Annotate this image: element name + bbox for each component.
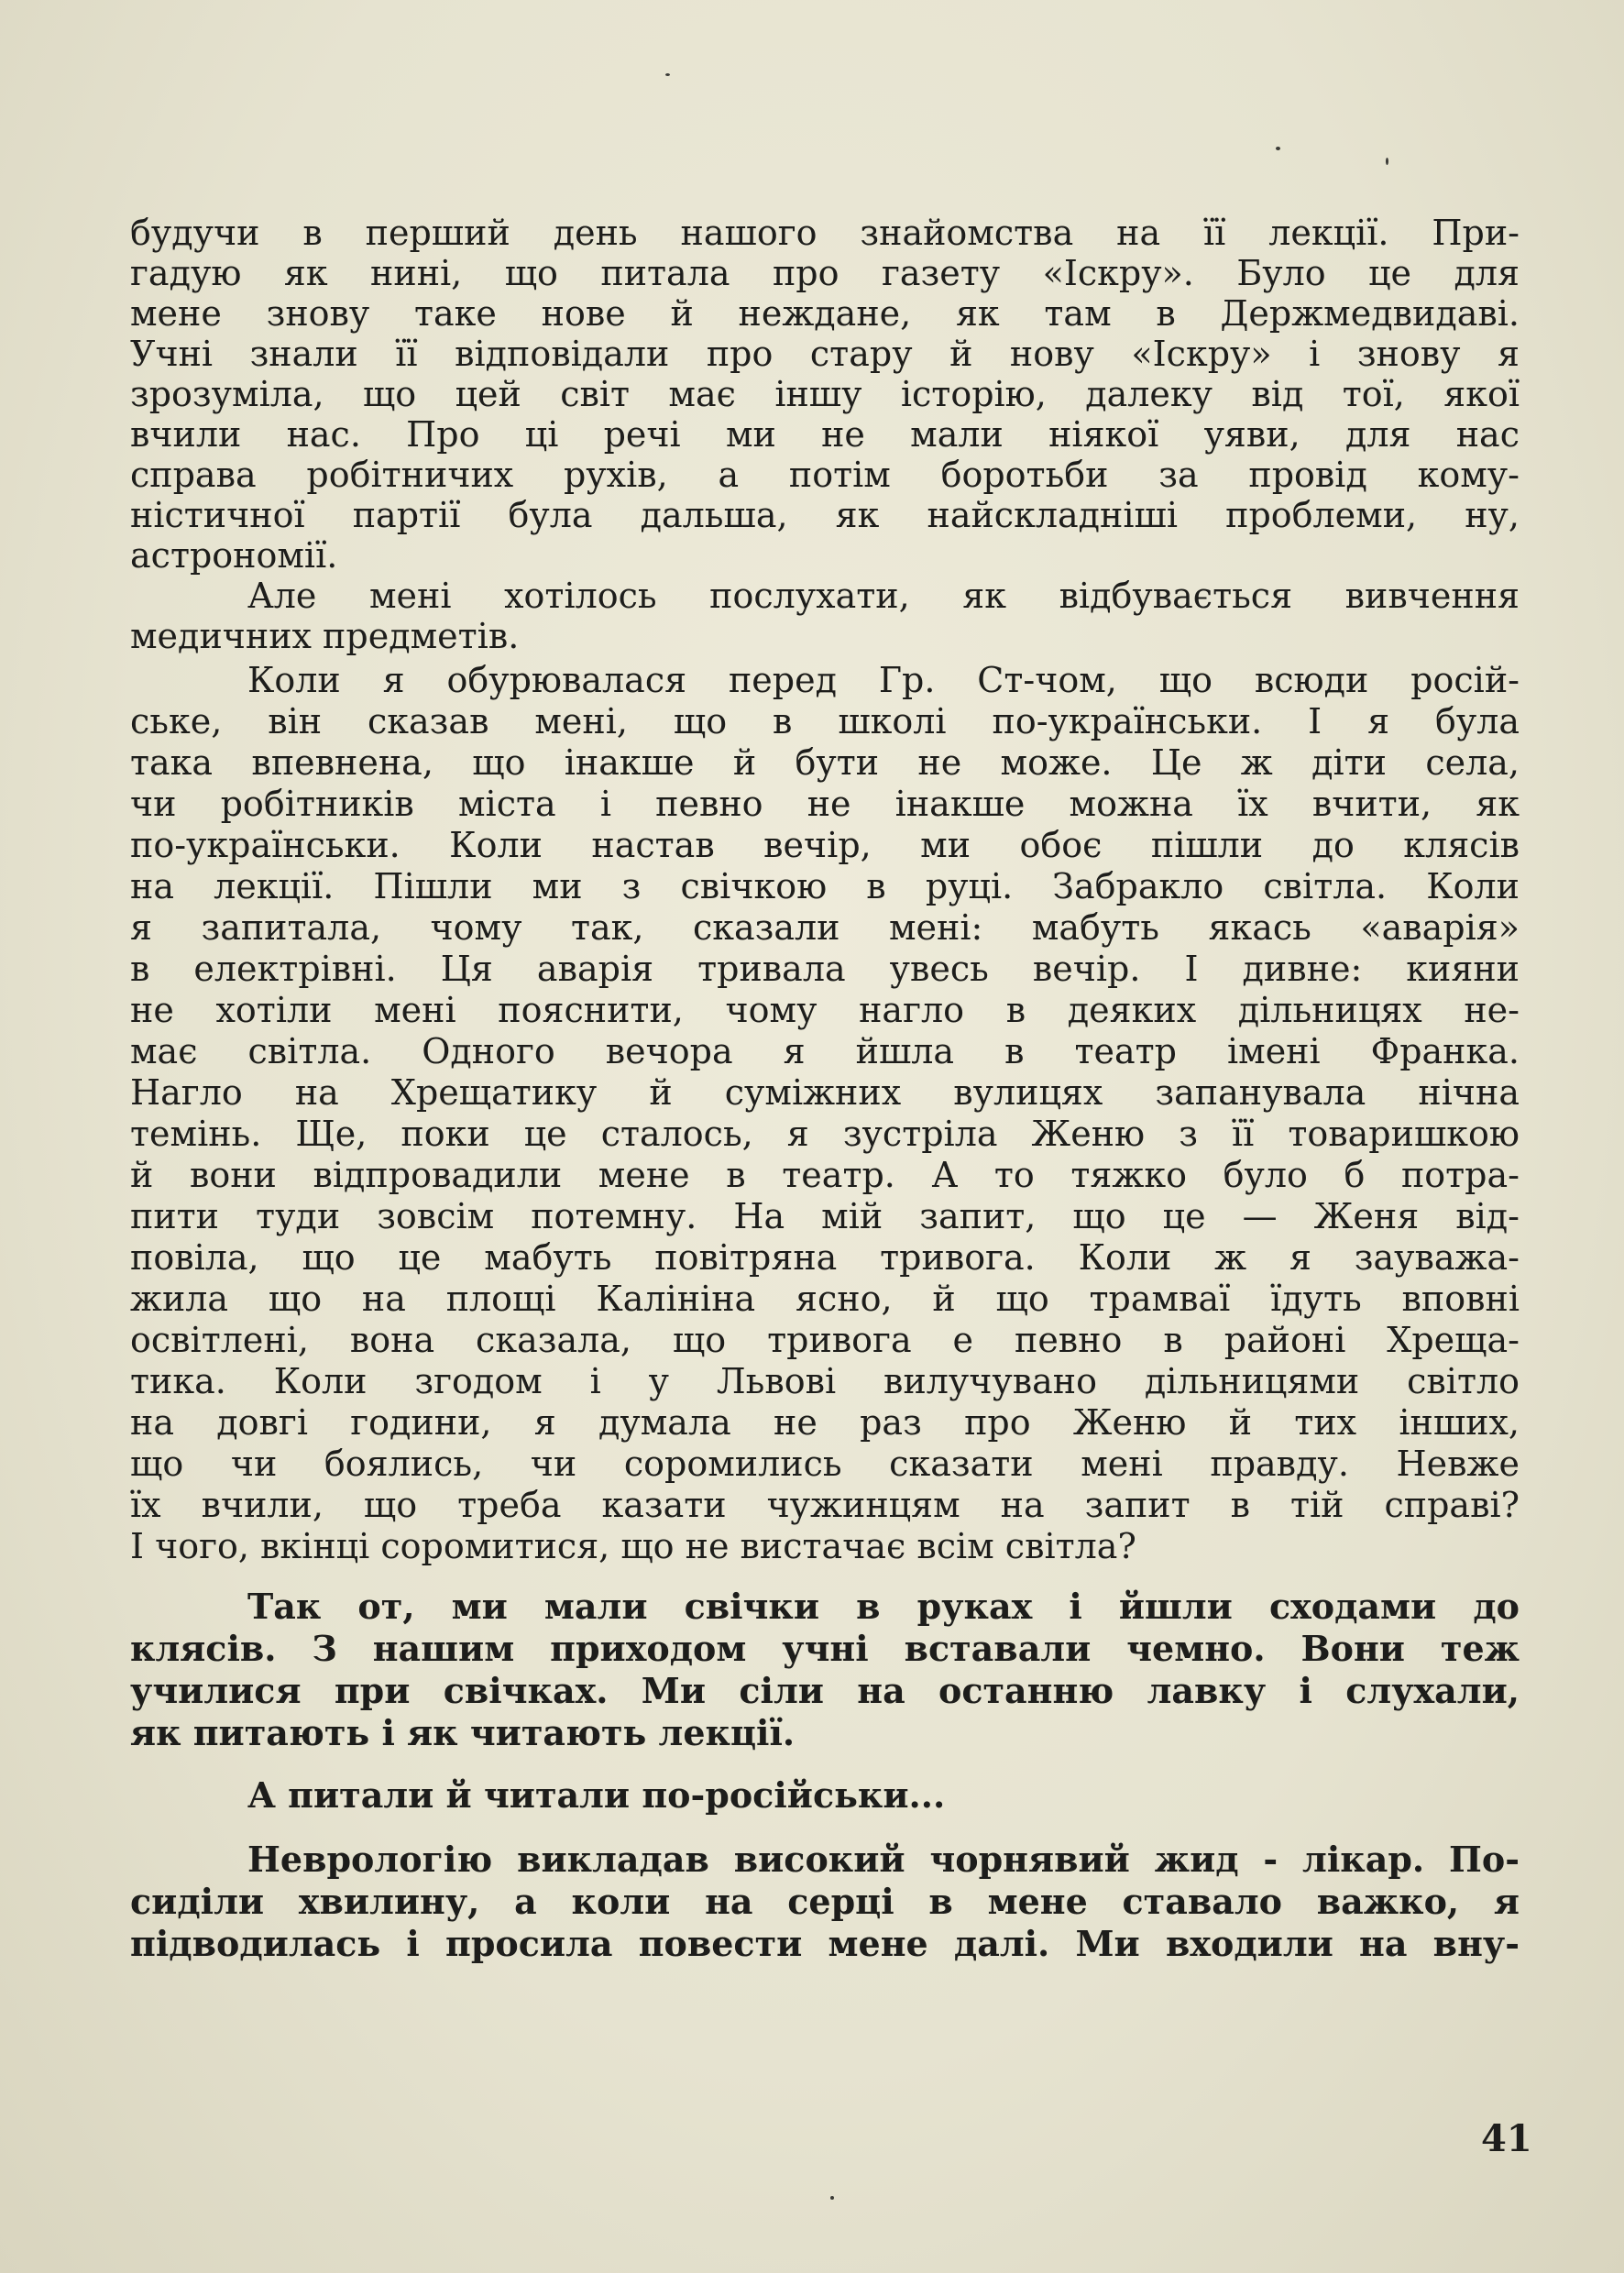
- text-line: будучи в перший день нашого знайомства на її лекції. При-: [130, 213, 1520, 253]
- paragraph-2: [130, 576, 1520, 656]
- text-line: Коли я обурювалася перед Гр. Ст-чом, що всюди росій-: [247, 660, 1520, 700]
- text-line: Нагло на Хрещатику й суміжних вулицях запанувала нічна: [130, 1072, 1520, 1113]
- text-line: не хотіли мені пояснити, чому нагло в деяких дільницях не-: [130, 990, 1520, 1030]
- text-line: І чого, вкінці соромитися, що не вистачає всім світла?: [130, 1526, 1136, 1566]
- paragraph-4: [130, 1586, 1520, 1754]
- text-line: медичних предметів.: [130, 616, 520, 656]
- ink-speck: [665, 73, 670, 76]
- ink-speck: [830, 2196, 834, 2200]
- page-number: 41: [1481, 2117, 1532, 2160]
- text-line: й вони відпровадили мене в театр. А то тяжко було б потра-: [130, 1155, 1520, 1195]
- text-line: жила що на площі Калініна ясно, й що трамваї їдуть вповні: [130, 1279, 1520, 1319]
- text-line: сиділи хвилину, а коли на серці в мене ставало важко, я: [130, 1881, 1520, 1922]
- ink-speck: [1386, 158, 1388, 165]
- text-line: що чи боялись, чи соромились сказати мені правду. Невже: [130, 1444, 1520, 1484]
- text-line: Учні знали її відповідали про стару й нову «Іскру» і знову я: [130, 334, 1520, 374]
- text-line: Неврологію викладав високий чорнявий жид - лікар. По-: [247, 1839, 1520, 1880]
- text-line: клясів. З нашим приходом учні вставали чемно. Вони теж: [130, 1628, 1520, 1669]
- ink-speck: [1276, 147, 1280, 150]
- text-line: ністичної партії була дальша, як найскладніші проблеми, ну,: [130, 495, 1520, 535]
- text-line: темінь. Ще, поки це сталось, я зустріла Женю з її товаришкою: [130, 1114, 1520, 1154]
- paragraph-6: [130, 1839, 1520, 1965]
- text-line: справа робітничих рухів, а потім боротьби за провід кому-: [130, 455, 1520, 495]
- paragraph-3: [130, 660, 1520, 1567]
- text-line: на лекції. Пішли ми з свічкою в руці. Забракло світла. Коли: [130, 866, 1520, 906]
- text-line: астрономії.: [130, 535, 338, 576]
- text-line: в електрівні. Ця аварія тривала увесь вечір. І дивне: кияни: [130, 949, 1520, 989]
- paragraph-1: [130, 213, 1520, 576]
- text-line: повіла, що це мабуть повітряна тривога. Коли ж я зауважа-: [130, 1237, 1520, 1278]
- text-line: на довгі години, я думала не раз про Женю й тих інших,: [130, 1402, 1520, 1443]
- text-line: Але мені хотілось послухати, як відбувається вивчення: [247, 576, 1520, 616]
- text-line: освітлені, вона сказала, що тривога е певно в районі Хреща-: [130, 1320, 1520, 1360]
- text-line: А питали й читали по-російськи...: [247, 1774, 946, 1816]
- text-line: пити туди зовсім потемну. На мій запит, що це — Женя від-: [130, 1196, 1520, 1236]
- text-line: ське, він сказав мені, що в школі по-українськи. І я була: [130, 701, 1520, 741]
- text-line: гадую як нині, що питала про газету «Іскру». Було це для: [130, 253, 1520, 293]
- text-line: як питають і як читають лекції.: [130, 1712, 796, 1753]
- text-line: мене знову таке нове й нежданe, як там в Держмедвидаві.: [130, 293, 1520, 334]
- text-line: підводилась і просила повести мене далі. Ми входили на вну-: [130, 1923, 1520, 1964]
- text-line: Так от, ми мали свічки в руках і йшли сходами до: [247, 1586, 1520, 1627]
- text-line: я запитала, чому так, сказали мені: мабуть якась «аварія»: [130, 907, 1520, 948]
- text-line: їх вчили, що треба казати чужинцям на запит в тій справі?: [130, 1485, 1520, 1525]
- text-line: має світла. Одного вечора я йшла в театр імені Франка.: [130, 1031, 1520, 1071]
- text-line: така впевнена, що інакше й бути не може. Це ж діти села,: [130, 742, 1520, 783]
- paragraph-5: [130, 1774, 1520, 1817]
- text-line: вчили нас. Про ці речі ми не мали ніякої уяви, для нас: [130, 414, 1520, 455]
- text-line: тика. Коли згодом і у Львові вилучувано дільницями світло: [130, 1361, 1520, 1401]
- text-line: зрозуміла, що цей світ має іншу історію, далеку від тої, якої: [130, 374, 1520, 414]
- text-line: чи робітників міста і певно не інакше можна їх вчити, як: [130, 784, 1520, 824]
- page-body-text: [130, 213, 1520, 1965]
- text-line: училися при свічках. Ми сіли на останню лавку і слухали,: [130, 1670, 1520, 1711]
- text-line: по-українськи. Коли настав вечір, ми обоє пішли до клясів: [130, 825, 1520, 865]
